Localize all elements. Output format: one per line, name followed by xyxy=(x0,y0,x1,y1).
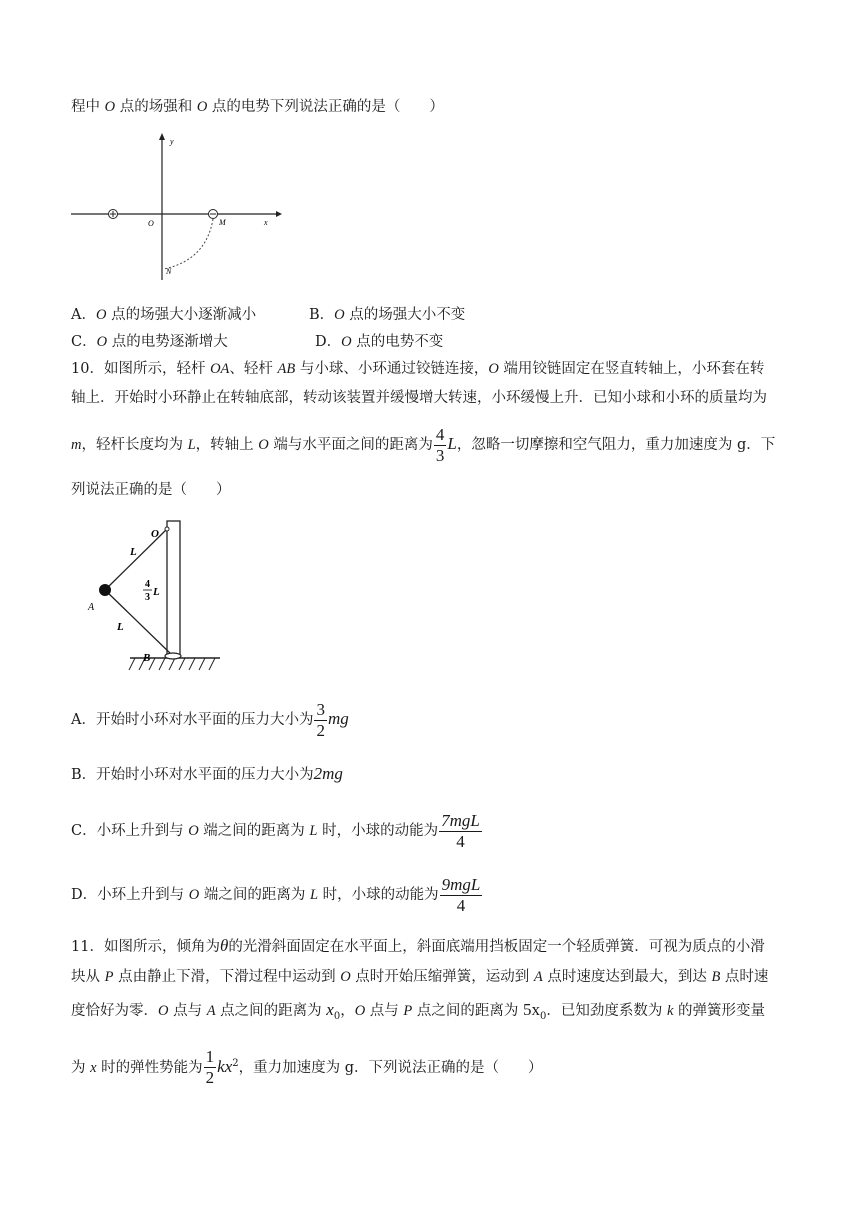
superscript: 2 xyxy=(232,1058,239,1069)
q11-line2 xyxy=(71,967,768,987)
var: L xyxy=(309,823,318,839)
var: O xyxy=(341,334,352,350)
mg: mg xyxy=(327,709,349,728)
q10-option-b xyxy=(71,764,343,785)
subscript: 0 xyxy=(539,1010,547,1022)
q10-option-a xyxy=(71,695,349,744)
ball-a xyxy=(99,584,111,596)
denominator: 2 xyxy=(205,1068,215,1088)
q9-figure xyxy=(66,128,286,288)
y-label: y xyxy=(170,137,174,146)
var: O xyxy=(188,823,199,839)
l-top-label: L xyxy=(130,546,137,558)
denominator: 2 xyxy=(316,720,325,740)
vertical-shaft xyxy=(167,521,180,657)
text: ，轻杆长度均为 xyxy=(81,437,188,453)
ring-b xyxy=(165,653,181,659)
fraction xyxy=(434,425,447,466)
numerator: 1 xyxy=(205,1047,215,1067)
a-label: A xyxy=(88,602,95,613)
var-p: P xyxy=(104,969,114,985)
fraction xyxy=(314,700,327,741)
text: 10．如图所示，轻杆 xyxy=(71,361,211,377)
subscript: 0 xyxy=(333,1010,341,1022)
text: 点之间的距离为 xyxy=(412,1003,523,1019)
fraction xyxy=(440,875,483,916)
height-frac-den: 3 xyxy=(145,592,150,603)
q10-line1 xyxy=(71,359,764,379)
text: ， xyxy=(340,1003,355,1019)
q10-line3 xyxy=(71,420,775,469)
text: 11．如图所示，倾角为 xyxy=(71,939,220,955)
var: O xyxy=(96,334,108,350)
q11-line1 xyxy=(71,936,765,957)
fraction xyxy=(439,811,482,852)
var-o: O xyxy=(158,1003,169,1019)
var: O xyxy=(334,307,345,323)
text: 的光滑斜面固定在水平面上，斜面底端用挡板固定一个轻质弹簧．可视为质点的小滑 xyxy=(228,939,765,955)
text: 的弹簧形变量 xyxy=(673,1003,766,1019)
denominator: 3 xyxy=(435,445,445,465)
q9-option-c xyxy=(71,332,228,352)
text: A．开始时小环对水平面的压力大小为 xyxy=(71,712,314,728)
n-label: N xyxy=(166,267,172,276)
var-o: O xyxy=(354,1003,366,1019)
text: 时，小球的动能为 xyxy=(318,887,439,903)
x-label: x xyxy=(264,218,268,227)
text: 块从 xyxy=(71,969,105,985)
var-k: k xyxy=(666,1003,674,1019)
var: O xyxy=(488,361,499,377)
var-o: O xyxy=(196,99,208,115)
five-x: 5x xyxy=(522,1000,540,1019)
var-a: A xyxy=(533,969,543,985)
var: L xyxy=(309,887,319,903)
denominator: 4 xyxy=(456,831,465,851)
q9-option-d xyxy=(315,332,443,352)
q10-figure xyxy=(85,515,235,680)
text: D．小环上升到与 xyxy=(71,887,189,903)
var-a: A xyxy=(206,1003,216,1019)
var-l: L xyxy=(187,437,196,453)
two-mg: 2mg xyxy=(313,764,343,783)
text: 端之间的距离为 xyxy=(198,823,310,839)
text: 、轻杆 xyxy=(229,361,278,377)
ground-hatching xyxy=(129,658,215,670)
q11-line3 xyxy=(71,1000,765,1027)
numerator: 7mgL xyxy=(441,810,480,830)
numerator: 9mgL xyxy=(441,874,481,894)
height-frac-num: 4 xyxy=(145,579,150,590)
text: 点由静止下滑，下滑过程中运动到 xyxy=(113,969,341,985)
text: 点时开始压缩弹簧，运动到 xyxy=(350,969,534,985)
numerator: 3 xyxy=(316,699,325,719)
text: 点与 xyxy=(365,1003,404,1019)
text: ，忽略一切摩擦和空气阻力，重力加速度为 g．下 xyxy=(456,437,776,453)
text: 端之间的距离为 xyxy=(199,887,310,903)
label: D． xyxy=(315,334,342,350)
var-x: x xyxy=(90,1059,97,1076)
text: 点之间的距离为 xyxy=(215,1003,327,1019)
dotted-arc xyxy=(164,219,213,269)
o-label: O xyxy=(148,219,154,228)
var-o: O xyxy=(258,437,269,453)
var-l: L xyxy=(447,434,457,453)
text: 点的场强大小逐渐减小 xyxy=(106,307,257,323)
rod-ab xyxy=(105,590,172,655)
b-label: B xyxy=(143,652,151,664)
text: 点的电势逐渐增大 xyxy=(107,334,228,350)
text: 点的电势不变 xyxy=(351,334,444,350)
x-arrow xyxy=(276,211,282,217)
kx: kx xyxy=(217,1056,233,1076)
var-x: x xyxy=(326,1000,334,1019)
text: 端用铰链固定在竖直转轴上，小环套在转 xyxy=(498,361,765,377)
var: O xyxy=(188,887,200,903)
o-label: O xyxy=(151,528,159,540)
var-o: O xyxy=(104,99,116,115)
text: 与小球、小环通过铰链连接， xyxy=(295,361,489,377)
q10-line2: 轴上．开始时小环静止在转轴底部，转动该装置并缓慢增大转速，小环缓慢上升．已知小球和小环的质量均为 xyxy=(71,390,767,406)
text: ，重力加速度为 g．下列说法正确的是（ ） xyxy=(238,1059,543,1076)
text: 点的场强和 xyxy=(115,99,197,115)
text: B．开始时小环对水平面的压力大小为 xyxy=(71,767,314,783)
text: 度恰好为零． xyxy=(71,1003,158,1019)
text: 点时速 xyxy=(720,969,769,985)
q11-line4 xyxy=(71,1040,543,1092)
label: C． xyxy=(71,334,97,350)
text: 点时速度达到最大，到达 xyxy=(542,969,712,985)
q9-option-a xyxy=(71,305,256,325)
text: 端与水平面之间的距离为 xyxy=(268,437,433,453)
text: 点与 xyxy=(168,1003,207,1019)
q10-option-d xyxy=(71,871,483,919)
text: 程中 xyxy=(71,99,105,115)
denominator: 4 xyxy=(456,895,466,915)
text: ．已知劲度系数为 xyxy=(546,1003,667,1019)
text: 点的电势下列说法正确的是（ ） xyxy=(207,99,444,115)
text: ，转轴上 xyxy=(195,437,259,453)
var-o: O xyxy=(340,969,351,985)
fraction xyxy=(204,1047,217,1088)
text: 为 xyxy=(71,1059,91,1076)
var: O xyxy=(95,307,107,323)
text: 时的弹性势能为 xyxy=(96,1059,203,1076)
var: AB xyxy=(277,361,296,377)
var-m: m xyxy=(71,437,82,453)
theta: θ xyxy=(219,936,229,955)
y-arrow xyxy=(159,133,165,140)
text: 时，小球的动能为 xyxy=(317,823,439,839)
l-bottom-label: L xyxy=(117,621,124,633)
text: 点的场强大小不变 xyxy=(344,307,466,323)
hinge-o xyxy=(165,527,169,531)
var-p: P xyxy=(403,1003,413,1019)
q10-line4: 列说法正确的是（ ） xyxy=(71,482,231,498)
label: B． xyxy=(309,307,335,323)
q9-option-b xyxy=(309,305,465,325)
height-l-label: L xyxy=(153,586,160,598)
var: OA xyxy=(210,361,230,377)
numerator: 4 xyxy=(435,424,445,444)
label: A． xyxy=(71,307,96,323)
m-label: M xyxy=(219,218,226,227)
q9-stem xyxy=(71,97,444,117)
var-b: B xyxy=(711,969,721,985)
q10-option-c xyxy=(71,807,483,855)
text: C．小环上升到与 xyxy=(71,823,189,839)
